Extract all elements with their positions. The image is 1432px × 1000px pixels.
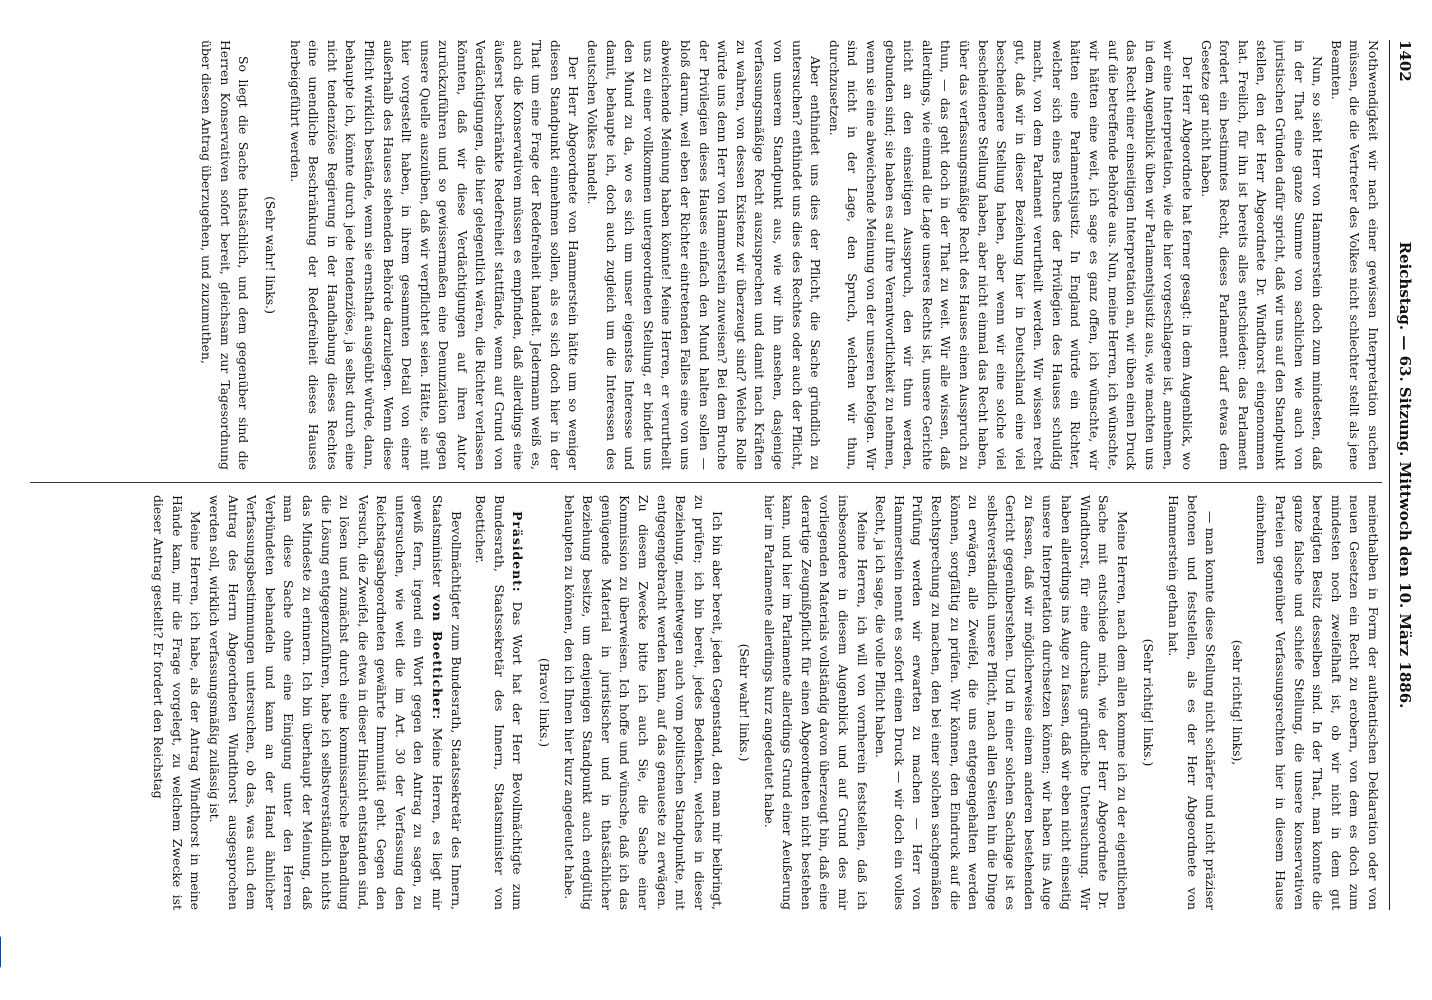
speaker-text: Meine Herren, es liegt mir gewiß fern, irgend ein Wort gegen den Antrag zu sagen, zu untersuchen, wie weit die im Art. 30 der Verfassung den Reichstagsabgeordneten gewährte Immunität geht. Gegen den Versuch, die Zweifel, die etwa in dieser Hinsicht entstanden sind, zu lösen und zunächst durch eine kommissarische Behandlung die Lösung entgegenzuführen, habe ich selbstverständlich nichts das Mindeste zu erinnern. Ich bin überhaupt der Meinung, daß man diese Sache ohne eine Einigung unter den Herren Verbündeten behandeln und kann an der Hand ähnlicher Verfassungsbestimmungen untersuchen, ob das, was auch dem Antrag des Herrn Abgeordneten Windthorst ausgesprochen werden soll, wirklich verfassungsmäßig zulässig ist. <box>206 495 446 910</box>
audience-reaction: (sehr richtig! links), <box>1229 639 1245 766</box>
speaker-text: Das Wort hat der Herr Bevollmächtigte zum Bundesrath, Staatssekretär des Innern, Staatsminister von Boetticher. <box>473 495 526 910</box>
paragraph: — man konnte diese Stellung nicht schärfer und nicht präziser betonen und feststellen, als es der Herr Abgeordnete von Hammerstein gethan hat. <box>1166 495 1219 910</box>
audience-reaction: (Bravo! links.) <box>537 657 553 748</box>
speaker-paragraph <box>471 495 527 910</box>
text-column-right <box>30 495 1382 910</box>
page-header <box>1392 40 1418 910</box>
page-title: Reichstag. — 63. Sitzung. Mittwoch den 10. März 1886. <box>1396 241 1414 709</box>
speaker-intro: Bevollmächtigter zum Bundesrath, Staatssekretär des Innern, Staatsminister <box>430 495 464 910</box>
paragraph: Der Herr Abgeordnete hat ferner gesagt: in dem Augenblick, wo wir eine Interpretation, wie die hier vorgeschlagene ist, annehmen, in dem Augenblick üben wir Parlamentsjustiz aus, wie machten uns das Recht einer einseitigen Interpretation an, wir üben einen Druck auf die betreffende Behörde aus. Nun, meine Herren, ich wünschte, wir hätten eine weit, ich sage es ganz offen, ich wünschte, wir hätten eine Parlamentsjustiz. In England würde ein Richter, welcher sich eines Bruches der Privilegien des Hauses schuldig macht, von dem Parlament verurtheilt werden. Wir wissen recht gut, daß wir in dieser Beziehung hier in Deutschland eine viel bescheidenere Stellung haben, aber wenn wir eine solche viel bescheidenere Stellung haben, aber nicht einmal das Recht haben, über das verfassungsmäßige Recht des Hauses einen Ausspruch zu thun, — das geht doch in der That zu weit. Wir alle wissen, daß allerdings, wie einmal die Lage unseres Rechts ist, unsere Gerichte nicht an den einseitigen Ausspruch, den wir thun werden, gebunden sind; sie haben es auf ihre Verantwortlichkeit zu nehmen, wenn sie eine abweichende Meinung von der unseren befolgen. Wir sind nicht in der Lage, den Spruch, welchen wir thun, durchzusetzen. <box>826 40 1196 470</box>
text-column-left <box>30 40 1382 470</box>
paragraph: Der Herr Abgeordnete von Hammerstein hätte um so weniger diesen Standpunkt einnehmen sollen, als es sich doch hier in der That um eine Frage der Redefreiheit handelt. Jedermann weiß es, auch die Konservativen müssen es empfinden, daß allerdings eine äußerst beschränkte Redefreiheit stattfände, wenn auf Grund von Verdächtigungen, die hier gelegentlich wären, die Richter verlassen könnten, daß wir diese Verdächtigungen auf ihren Autor zurückzuführen und so gewissermaßen eine Denunziation gegen unsere Quelle auszuüben, daß wir verpflichtet seien. Hätte, sie mit hier vorgestellt haben, in ihrem gesammten Detail von einer außerhalb des Hauses stehenden Behörde darzulegen. Wenn diese Pflicht wirklich bestände, wenn sie ernsthaft ausgeübt würde, dann, behaupte ich, könnte durch jede tendenziöse, ja selbst durch eine nicht tendenziöse Regierung in der Handhabung dieses Rechtes eine unendliche Beschränkung der Redefreiheit dieses Hauses herbeigeführt werden. <box>287 40 582 470</box>
paragraph: Ich bin aber bereit, jeden Gegenstand, den man mir beibringt, zu prüfen; ich bin bereit, jedes Bedenken, welches in dieser Beziehung, meinetwegen auch vom politischen Standpunkte, mit entgegengebracht werden kann, auf das genaueste zu erwägen. Zu diesem Zwecke bitte ich auch Sie, die Sache einer Kommission zu überweisen. Ich hoffe und wünsche, daß ich das genügende Material in juristischer und in thatsächlicher Beziehung besitze, um denjenigen Standpunkt auch endgültig behaupten zu können, den ich Ihnen hier kurz angedeutet habe. <box>561 495 726 910</box>
speaker-paragraph <box>204 495 464 910</box>
paragraph: meinethalben in Form der authentischen Deklaration oder von neuen Gesetzen ein Recht zu erobern, von dem es doch zum mindesten noch zweifelhaft ist, ob wir nicht in dem gut beredigten Besitz desselben sind. In der That, man konnte die ganze falsche und schiefe Stellung, die unsere konservativen Parteien gegenüber Verfassungsrechten hier in diesem Hause einnehmen <box>1254 495 1381 910</box>
audience-reaction: (Sehr wahr! links.) <box>737 643 752 762</box>
paragraph: Nun, so sieht Herr von Hammerstein doch zum mindesten, daß in der That eine ganze Summe von sachlichen wie auch von juristischen Gründen dafür spricht, daß wir uns auf den Standpunkt stellen, den der Herr Abgeordnete Dr. Windthorst eingenommen hat. Freilich, für ihn ist bereits alles entschieden: das Parlament fordert ein bestimmtes Recht, dieses Parlament darf etwas dem Gesetze gar nicht haben. <box>1198 40 1326 470</box>
speaker-label: Präsident: <box>510 511 526 593</box>
paragraph: Aber enthindet uns dies der Pflicht, die Sache gründlich zu untersuchen? enthindet uns dies des Rechtes oder auch der Pflicht, von unserem Standpunkt aus, wie wir ihn ansehen, dasjenige verfassungsmäßige Recht auszusprechen und damit nach Kräften zu wahren, von dessen Existenz wir überzeugt sind? Welche Rolle würde uns denn Herr von Hammerstein zuweisen? Bei dem Bruche der Privilegien dieses Hauses einfach den Mund halten sollen — bloß darum, weil eben der Richter eintretenden Falles eine von uns abweichende Meinung haben könnte! Meine Herren, er verurtheilt uns zu einer vollkommen untergeordneten Stellung, er bindet uns den Mund zu da, wo es sich um unser eigenstes Interesse und damit, behaupte ich, doch auch zugleich um die Interessen des deutschen Volkes handelt. <box>585 40 824 470</box>
credit-text <box>0 512 2 930</box>
page-number: 1402 <box>1396 40 1414 82</box>
header-rule <box>1389 40 1390 910</box>
paragraph: Meine Herren, ich habe, als der Antrag Windthorst in meine Hände kam, mir die Frage vorgelegt, zu welchem Zwecke ist dieser Antrag gestellt? Er fordert den Reichstag <box>151 495 204 910</box>
column-divider <box>30 482 1382 483</box>
paragraph: Nothwendigkeit wir nach einer gewissen Interpretation suchen müssen, die die Vertreter des Volkes nicht schlechter stellt als jene Beamten. <box>1328 40 1381 470</box>
audience-reaction: (Sehr wahr! links.) <box>262 196 278 314</box>
dfg-logo <box>0 936 1 968</box>
speaker-label: von Boetticher: <box>430 594 446 721</box>
digitization-credit <box>0 0 22 1000</box>
audience-reaction: (Sehr richtig! links.) <box>1141 638 1157 767</box>
paragraph: Meine Herren, ich will von vornherein feststellen, daß ich insbesondere in diesem Augenblick und auf Grund des mir vorliegenden Materials vollständig davon überzeugt bin, daß eine derartige Zeugnißpflicht für einen Abgeordneten nicht bestehen kann, und hier im Parlamente allerdings Grund einer Aeußerung hier im Parlamente allerdings kurz angedeutet habe. <box>761 495 870 910</box>
paragraph: So liegt die Sache thatsächlich, und dem gegenüber sind die Herren Konservativen sofort bereit, gleichsam zur Tagesordnung über diesen Antrag überzugehen, und zuzumuthen, <box>199 40 252 470</box>
paragraph: Meine Herren, nach dem allen komme ich zu der eigentlichen Sache mit entschiede mich, wie der Herr Abgeordnete Dr. Windthorst, für eine durchaus gründliche Untersuchung. Wir haben allerdings ins Auge zu fassen, daß wir eben nicht einseitig unsere Interpretation durchsetzen können; wir haben ins Auge zu fassen, daß wir möglicherweise einem anderen bestehenden Gericht gegenüberstehen. Und in einer solchen Sachlage ist es selbstverständlich unsere Pflicht, nach allen Seiten hin die Dinge zu erwägen, alle Zweifel, die uns entgegengehalten werden können, sorgfältig zu prüfen. Wir können, den Eindruck auf die Rechtsprechung zu machen, den bei einer solchen sachgemäßen Prüfung werden wir erwarten zu machen — Herr von Hammerstein nennt es sofort einen Druck — wir doch ein volles Recht, ja ich sage, die volle Pflicht haben. <box>873 495 1130 910</box>
